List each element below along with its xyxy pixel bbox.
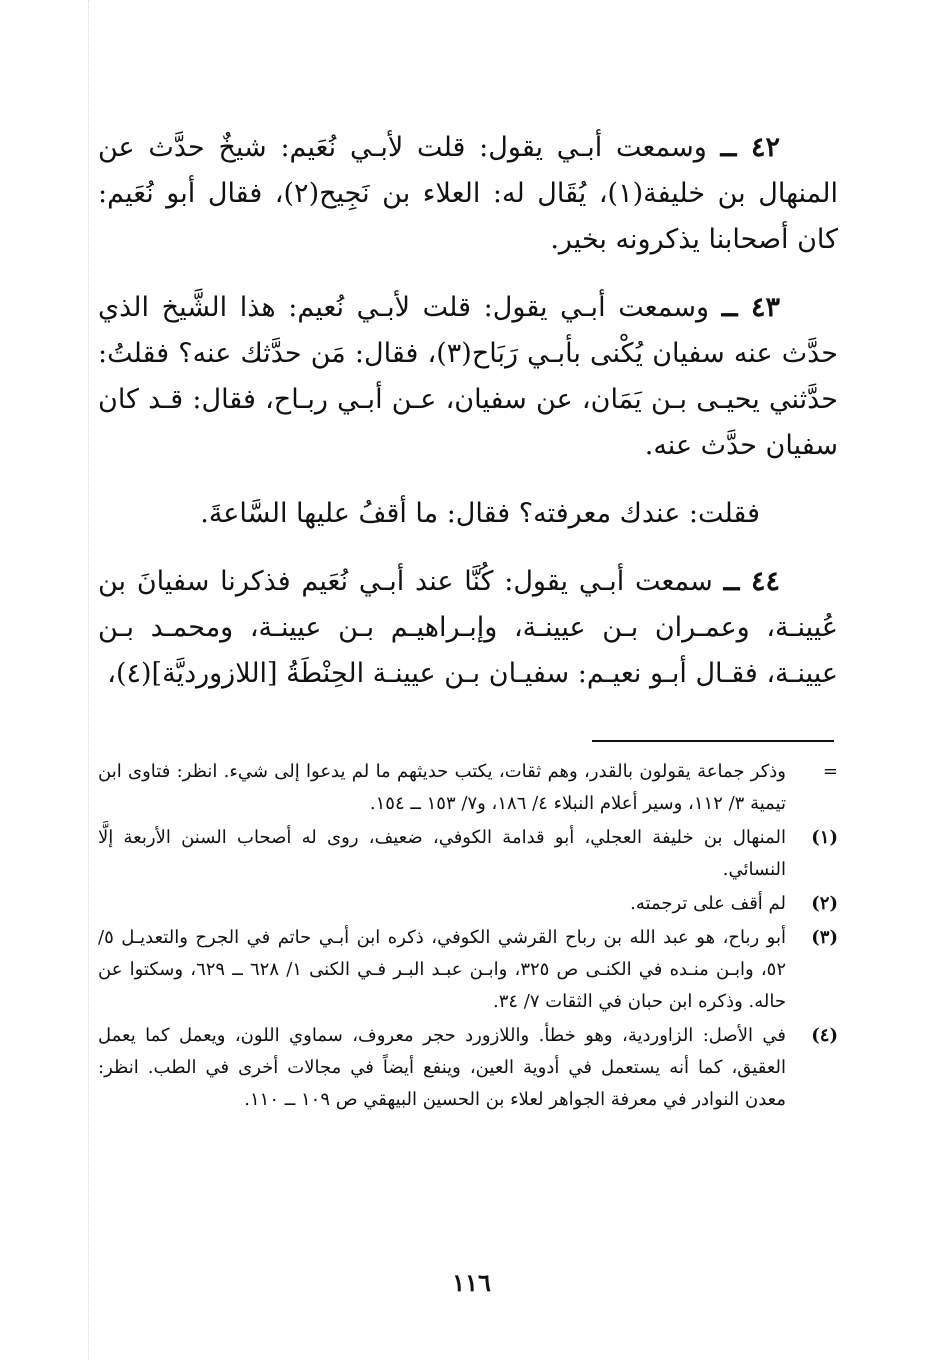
scan-margin-dots [88, 0, 89, 1360]
paragraph-text: فقلت: عندك معرفته؟ فقال: ما أقفُ عليها السَّاعةَ. [200, 498, 760, 529]
paragraph-number: ٤٤ ــ [723, 566, 780, 597]
paragraph-text: سمعت أبـي يقول: كُنَّا عند أبـي نُعَيم فذكرنا سفيانَ بن عُيينـة، وعمـران بـن عيينـة، وإبـراهيـم بـن عيينـة، ومحمـد بـن عيينـة، فقـال أبـو نعيـم: سفيـان بـن عيينـة الحِنْطَةُ [اللازورديَّة](٤)، [98, 566, 838, 689]
paragraph-text: وسمعت أبـي يقول: قلت لأبـي نُعَيم: شيخٌ حدَّث عن المنهال بن خليفة(١)، يُقَال له: العلاء بن نَجِيح(٢)، فقال أبو نُعَيم: كان أصحابنا يذكرونه بخير. [98, 132, 839, 255]
footnote-mark: (١) [811, 827, 838, 848]
footnote-2 [98, 888, 838, 920]
footnote-text: المنهال بن خليفة العجلي، أبو قدامة الكوفي، ضعيف، روى له أصحاب السنن الأربعة إلَّا النسائي. [98, 827, 786, 880]
paragraph-44 [98, 559, 838, 697]
footnote-mark: (٣) [811, 927, 838, 948]
footnote-text: أبو رباح، هو عبد الله بن رباح القرشي الكوفي، ذكره ابن أبـي حاتم في الجرح والتعديـل ٥/ ٥٢، وابـن منـده في الكنـى ص ٣٢٥، وابـن عبـد البـر فـي الكنى ١/ ٦٢٨ ــ ٦٢٩، وسكتوا عن حاله. وذكره ابن حبان في الثقات ٧/ ٣٤. [98, 927, 786, 1012]
paragraph-number: ٤٢ ــ [720, 132, 780, 163]
paragraph-43 [98, 285, 838, 469]
footnote-text: وذكر جماعة يقولون بالقدر، وهم ثقات، يكتب حديثهم ما لم يدعوا إلى شيء. انظر: فتاوى ابن تيمية ٣/ ١١٢، وسير أعلام النبلاء ٤/ ١٨٦، و٧/ ١٥٣ ــ ١٥٤. [98, 761, 786, 814]
footnote-4 [98, 1020, 838, 1116]
main-text [98, 125, 838, 719]
footnote-mark: (٢) [811, 893, 838, 914]
footnote-1 [98, 822, 838, 886]
paragraph-number: ٤٣ ــ [721, 292, 780, 323]
footnotes [98, 756, 838, 1118]
paragraph-43-continued [98, 491, 838, 537]
footnote-continuation [98, 756, 838, 820]
page-number: ١١٦ [452, 1268, 491, 1297]
footnote-text: لم أقف على ترجمته. [630, 893, 786, 914]
paragraph-text: وسمعت أبـي يقول: قلت لأبـي نُعيم: هذا الشَّيخ الذي حدَّث عنه سفيان يُكْنى بأبـي رَبَاح(٣)، فقال: مَن حدَّثك عنه؟ فقلتُ: حدَّثني يحيـى بـن يَمَان، عن سفيان، عـن أبـي ربـاح، فقال: قـد كان سفيان حدَّث عنه. [98, 292, 838, 461]
footnote-3 [98, 922, 838, 1018]
footnote-separator [592, 740, 834, 742]
footnote-text: في الأصل: الزاوردية، وهو خطأ. واللازورد حجر معروف، سماوي اللون، ويعمل كما يعمل العقيق، كما أنه يستعمل في أدوية العين، وينفع أيضاً في مجالات أخرى في الطب. انظر: معدن النوادر في معرفة الجواهر لعلاء بن الحسين البيهقي ص ١٠٩ ــ ١١٠. [98, 1025, 786, 1110]
paragraph-42 [98, 125, 838, 263]
footnote-mark: = [822, 761, 838, 782]
footnote-mark: (٤) [811, 1025, 838, 1046]
